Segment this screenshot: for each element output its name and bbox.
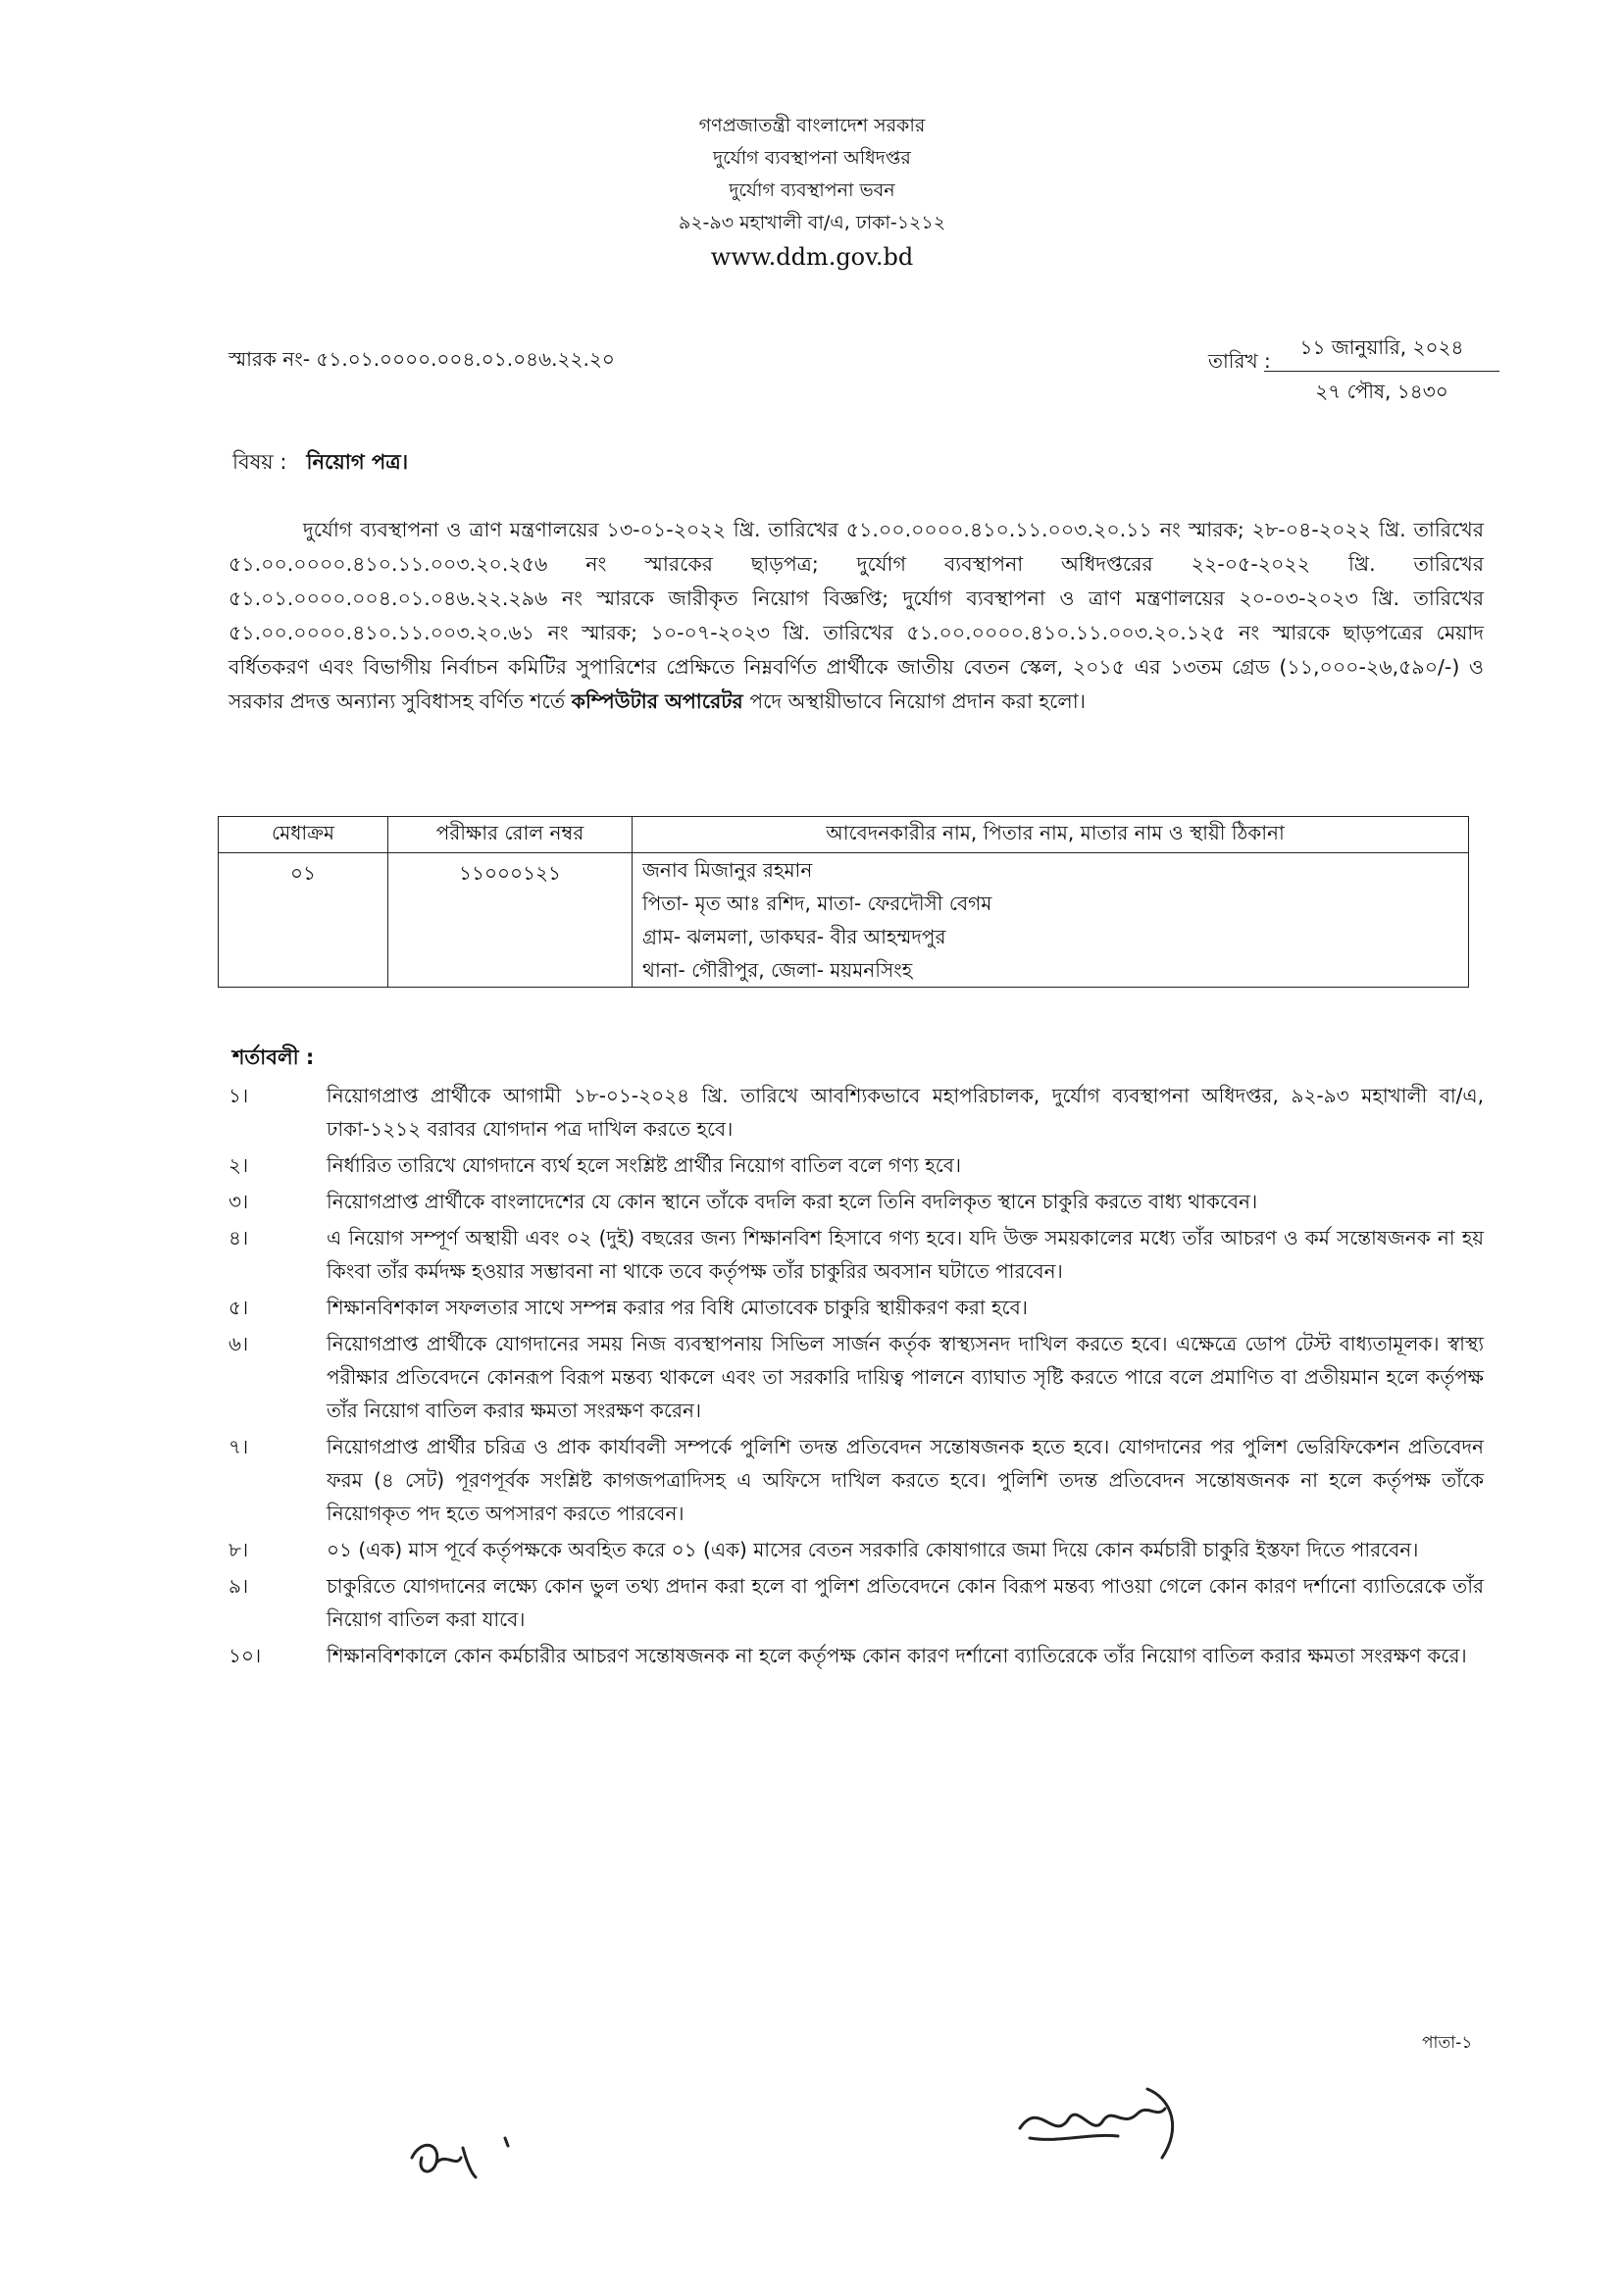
candidate-table xyxy=(218,816,1469,988)
term-text: নিয়োগপ্রাপ্ত প্রার্থীকে বাংলাদেশের যে কোন স্থানে তাঁকে বদলি করা হলে তিনি বদলিকৃত স্থানে চাকুরি করতে বাধ্য থাকবেন। xyxy=(327,1190,1258,1213)
department-name: দুর্যোগ ব্যবস্থাপনা অধিদপ্তর xyxy=(713,147,911,169)
date-label: তারিখ : xyxy=(1208,349,1271,373)
subject-line xyxy=(232,446,408,481)
term-item xyxy=(228,1148,1484,1182)
merit-value: ০১ xyxy=(290,861,316,885)
term-text: চাকুরিতে যোগদানের লক্ষ্যে কোন ভুল তথ্য প্রদান করা হলে বা পুলিশ প্রতিবেদনে কোন বিরূপ মন্তব্য পাওয়া গেলে কোন কারণ দর্শানো ব্যাতিরেকে তাঁর নিয়োগ বাতিল করা যাবে। xyxy=(327,1574,1484,1631)
candidate-details xyxy=(633,853,1469,988)
memo-value: ৫১.০১.০০০০.০০৪.০১.০৪৬.২২.২০ xyxy=(316,347,615,371)
candidate-village: গ্রাম- ঝলমলা, ডাকঘর- বীর আহম্মদপুর xyxy=(642,925,946,948)
term-number: ১০। xyxy=(228,1644,262,1667)
table-row xyxy=(219,853,1469,988)
term-text: নিয়োগপ্রাপ্ত প্রার্থীকে যোগদানের সময় নিজ ব্যবস্থাপনায় সিভিল সার্জন কর্তৃক স্বাস্থ্যসনদ দাখিল করতে হবে। এক্ষেত্রে ডোপ টেস্ট বাধ্যতামূলক। স্বাস্থ্য পরীক্ষার প্রতিবেদনে কোনরূপ বিরূপ মন্তব্য থাকলে এবং তা সরকারি দায়িত্ব পালনে ব্যাঘাত সৃষ্টি করতে পারে বলে প্রমাণিত বা প্রতীয়মান হলে কর্তৃপক্ষ তাঁর নিয়োগ বাতিল করার ক্ষমতা সংরক্ষণ করেন। xyxy=(327,1332,1484,1422)
term-text: এ নিয়োগ সম্পূর্ণ অস্থায়ী এবং ০২ (দুই) বছরের জন্য শিক্ষানবিশ হিসাবে গণ্য হবে। যদি উক্ত সময়কালের মধ্যে তাঁর আচরণ ও কর্ম সন্তোষজনক না হয় কিংবা তাঁর কর্মদক্ষ হওয়ার সম্ভাবনা না থাকে তবে কর্তৃপক্ষ তাঁর চাকুরির অবসান ঘটাতে পারবেন। xyxy=(327,1226,1484,1283)
term-item xyxy=(228,1639,1484,1672)
term-text: ০১ (এক) মাস পূর্বে কর্তৃপক্ষকে অবহিত করে ০১ (এক) মাসের বেতন সরকারি কোষাগারে জমা দিয়ে কোন কর্মচারী চাকুরি ইস্তফা দিতে পারবেন। xyxy=(327,1538,1419,1561)
intro-text: দুর্যোগ ব্যবস্থাপনা ও ত্রাণ মন্ত্রণালয়ের ১৩-০১-২০২২ খ্রি. তারিখের ৫১.০০.০০০০.৪১০.১১.০০৩.২০.১১ নং স্মারক; ২৮-০৪-২০২২ খ্রি. তারিখের ৫১.০০.০০০০.৪১০.১১.০০৩.২০.২৫৬ নং স্মারকের ছাড়পত্র; দুর্যোগ ব্যবস্থাপনা অধিদপ্তরের ২২-০৫-২০২২ খ্রি. তারিখের ৫১.০১.০০০০.০০৪.০১.০৪৬.২২.২৯৬ নং স্মারকে জারীকৃত নিয়োগ বিজ্ঞপ্তি; দুর্যোগ ব্যবস্থাপনা ও ত্রাণ মন্ত্রণালয়ের ২০-০৩-২০২৩ খ্রি. তারিখের ৫১.০০.০০০০.৪১০.১১.০০৩.২০.৬১ নং স্মারক; ১০-০৭-২০২৩ খ্রি. তারিখের ৫১.০০.০০০০.৪১০.১১.০০৩.২০.১২৫ নং স্মারকে ছাড়পত্রের মেয়াদ বর্ধিতকরণ এবং বিভাগীয় নির্বাচন কমিটির সুপারিশের প্রেক্ষিতে নিম্নবর্ণিত প্রার্থীকে জাতীয় বেতন স্কেল, ২০১৫ এর ১৩তম গ্রেড (১১,০০০-২৬,৫৯০/-) ও সরকার প্রদত্ত অন্যান্য সুবিধাসহ বর্ণিত শর্তে xyxy=(228,518,1484,713)
signature-main xyxy=(1000,2060,1196,2167)
term-item xyxy=(228,1221,1484,1288)
term-number: ৫। xyxy=(228,1296,249,1319)
term-text: শিক্ষানবিশকাল সফলতার সাথে সম্পন্ন করার পর বিধি মোতাবেক চাকুরি স্থায়ীকরণ করা হবে। xyxy=(327,1296,1028,1319)
subject-text: নিয়োগ পত্র। xyxy=(306,450,409,474)
terms-list xyxy=(228,1079,1484,1675)
page-number: পাতা-১ xyxy=(1422,2033,1473,2053)
term-text: নিয়োগপ্রাপ্ত প্রার্থীর চরিত্র ও প্রাক কার্যাবলী সম্পর্কে পুলিশি তদন্ত প্রতিবেদন সন্তোষজনক হতে হবে। যোগদানের পর পুলিশ ভেরিফিকেশন প্রতিবেদন ফরম (৪ সেট) পূরণপূর্বক সংশ্লিষ্ট কাগজপত্রাদিসহ এ অফিসে দাখিল করতে হবে। পুলিশি তদন্ত প্রতিবেদন সন্তোষজনক না হলে কর্তৃপক্ষ তাঁকে নিয়োগকৃত পদ হতে অপসারণ করতে পারবেন। xyxy=(327,1435,1484,1525)
subject-label: বিষয় : xyxy=(232,450,287,474)
govt-name: গণপ্রজাতন্ত্রী বাংলাদেশ সরকার xyxy=(698,115,926,136)
term-number: ৪। xyxy=(228,1226,249,1249)
office-address: ৯২-৯৩ মহাখালী বা/এ, ঢাকা-১২১২ xyxy=(678,212,946,233)
post-name: কম্পিউটার অপারেটর xyxy=(571,689,743,713)
terms-title: শর্তাবলী : xyxy=(232,1045,315,1069)
term-item xyxy=(228,1430,1484,1530)
candidate-name: জনাব মিজানুর রহমান xyxy=(642,858,813,882)
term-number: ৯। xyxy=(228,1574,249,1598)
term-text: নিয়োগপ্রাপ্ত প্রার্থীকে আগামী ১৮-০১-২০২৪ খ্রি. তারিখে আবশ্যিকভাবে মহাপরিচালক, দুর্যোগ ব্যবস্থাপনা অধিদপ্তর, ৯২-৯৩ মহাখালী বা/এ, ঢাকা-১২১২ বরাবর যোগদান পত্র দাখিল করতে হবে। xyxy=(327,1084,1484,1141)
candidate-district: থানা- গৌরীপুর, জেলা- ময়মনসিংহ xyxy=(642,958,913,982)
building-name: দুর্যোগ ব্যবস্থাপনা ভবন xyxy=(729,179,895,201)
term-item xyxy=(228,1327,1484,1427)
intro-text-end: পদে অস্থায়ীভাবে নিয়োগ প্রদান করা হলো। xyxy=(749,689,1086,713)
header-merit: মেধাক্রম xyxy=(219,817,388,853)
header-details: আবেদনকারীর নাম, পিতার নাম, মাতার নাম ও স্থায়ী ঠিকানা xyxy=(633,817,1469,853)
candidate-parents: পিতা- মৃত আঃ রশিদ, মাতা- ফেরদৌসী বেগম xyxy=(642,892,992,915)
term-number: ২। xyxy=(228,1153,249,1177)
term-text: শিক্ষানবিশকালে কোন কর্মচারীর আচরণ সন্তোষজনক না হলে কর্তৃপক্ষ কোন কারণ দর্শানো ব্যাতিরেকে তাঁর নিয়োগ বাতিল করার ক্ষমতা সংরক্ষণ করে। xyxy=(327,1644,1467,1667)
term-number: ৮। xyxy=(228,1538,249,1561)
roll-value: ১১০০০১২১ xyxy=(459,861,561,885)
date-bangla: ২৭ পৌষ, ১৪৩০ xyxy=(1315,380,1448,403)
term-number: ১। xyxy=(228,1084,249,1107)
memo-label: স্মারক নং- xyxy=(228,347,311,371)
letterhead xyxy=(0,110,1624,275)
term-item xyxy=(228,1291,1484,1324)
initial-mark xyxy=(402,2118,520,2197)
term-text: নির্ধারিত তারিখে যোগদানে ব্যর্থ হলে সংশ্লিষ্ট প্রার্থীর নিয়োগ বাতিল বলে গণ্য হবে। xyxy=(327,1153,962,1177)
header-roll: পরীক্ষার রোল নম্বর xyxy=(388,817,633,853)
term-item xyxy=(228,1079,1484,1146)
term-item xyxy=(228,1185,1484,1218)
date-gregorian: ১১ জানুয়ারি, ২০২৪ xyxy=(1264,333,1499,372)
intro-paragraph xyxy=(228,513,1484,719)
term-item xyxy=(228,1569,1484,1636)
website-link[interactable]: www.ddm.gov.bd xyxy=(710,243,914,271)
term-number: ৬। xyxy=(228,1332,249,1355)
memo-number xyxy=(228,345,615,378)
term-item xyxy=(228,1533,1484,1566)
term-number: ৩। xyxy=(228,1190,249,1213)
term-number: ৭। xyxy=(228,1435,249,1458)
table-header-row xyxy=(219,817,1469,853)
